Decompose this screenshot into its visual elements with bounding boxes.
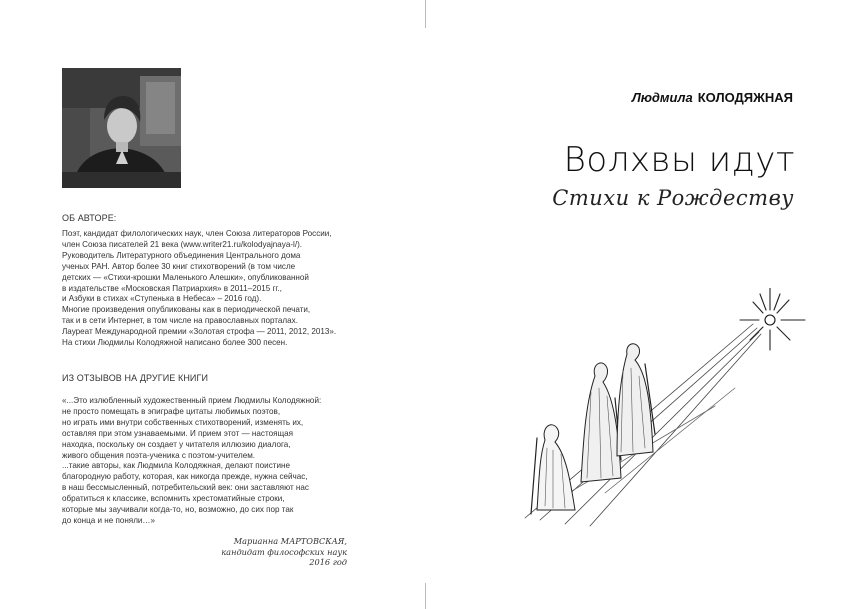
reviewer-title: кандидат философских наук (221, 546, 347, 557)
magi-figures-icon (531, 344, 655, 514)
author-name (632, 90, 793, 105)
magi-star-illustration (495, 288, 815, 538)
review-line: ...такие авторы, как Людмила Колодяжная, делают поистине (62, 461, 290, 471)
spine-line-top (425, 0, 426, 28)
reviews-heading: ИЗ ОТЗЫВОВ НА ДРУГИЕ КНИГИ (62, 373, 209, 383)
about-line: Лауреат Международной премии «Золотая строфа — 2011, 2012, 2013». (62, 327, 337, 337)
book-subtitle: Стихи к Рождеству (552, 186, 794, 210)
review-line: в наш бессмысленный, потребительский век: они заставляют нас (62, 483, 309, 493)
review-line: до конца и не поняли…» (62, 515, 156, 525)
review-line: обратиться к классике, вспомнить хрестоматийные строки, (62, 494, 285, 504)
review-line: оставляя при этом узнаваемыми. И прием этот — настоящая (62, 428, 293, 438)
about-line: На стихи Людмилы Колодяжной написано более 300 песен. (62, 338, 288, 348)
review-year: 2016 год (309, 557, 347, 567)
author-photo (62, 68, 181, 188)
about-line: член Союза писателей 21 века (www.writer21.ru/kolodyajnaya-l/). (62, 239, 303, 249)
review-signature (221, 536, 347, 568)
about-line: ученых РАН. Автор более 30 книг стихотворений (в том числе (62, 261, 296, 271)
about-line: и Азбуки в стихах «Ступенька в Небеса» – 2016 год). (62, 294, 262, 304)
review-line: которые мы заучивали когда-то, но, возможно, до сих пор так (62, 505, 294, 515)
author-first-name: Людмила (631, 90, 693, 105)
about-heading: ОБ АВТОРЕ: (62, 213, 117, 223)
spine-line-bottom (425, 583, 426, 609)
author-last-name: КОЛОДЯЖНАЯ (697, 90, 793, 105)
review-line: находка, поскольку он создает у читателя иллюзию диалога, (62, 439, 291, 449)
about-line: в издательстве «Московская Патриархия» в 2011–2015 гг., (62, 283, 282, 293)
review-line: благородную работу, которая, как никогда прежде, нужна сейчас, (62, 472, 308, 482)
about-line: так и в сети Интернет, в том числе на православных порталах. (62, 316, 298, 326)
reviewer-name: Марианна МАРТОВСКАЯ, (233, 536, 347, 546)
about-author-text (62, 229, 362, 349)
review-line: не просто помещать в эпиграфе цитаты любимых поэтов, (62, 406, 281, 416)
book-title: Волхвы идут (563, 140, 795, 180)
review-line: «...Это излюбленный художественный прием Людмилы Колодяжной: (62, 396, 322, 405)
review-line: живого общения поэта-ученика с поэтом-учителем. (62, 450, 256, 460)
about-line: Руководитель Литературного объединения Центрального дома (62, 250, 301, 260)
about-line: детских — «Стихи-крошки Маленького Алешки», опубликованной (62, 272, 309, 282)
review-quote-text (62, 396, 362, 527)
about-line: Многие произведения опубликованы как в периодической печати, (62, 305, 311, 315)
about-line: Поэт, кандидат филологических наук, член Союза литераторов России, (62, 229, 332, 238)
review-line: но играть ими внутри собственных стихотворений, изменять их, (62, 417, 304, 427)
